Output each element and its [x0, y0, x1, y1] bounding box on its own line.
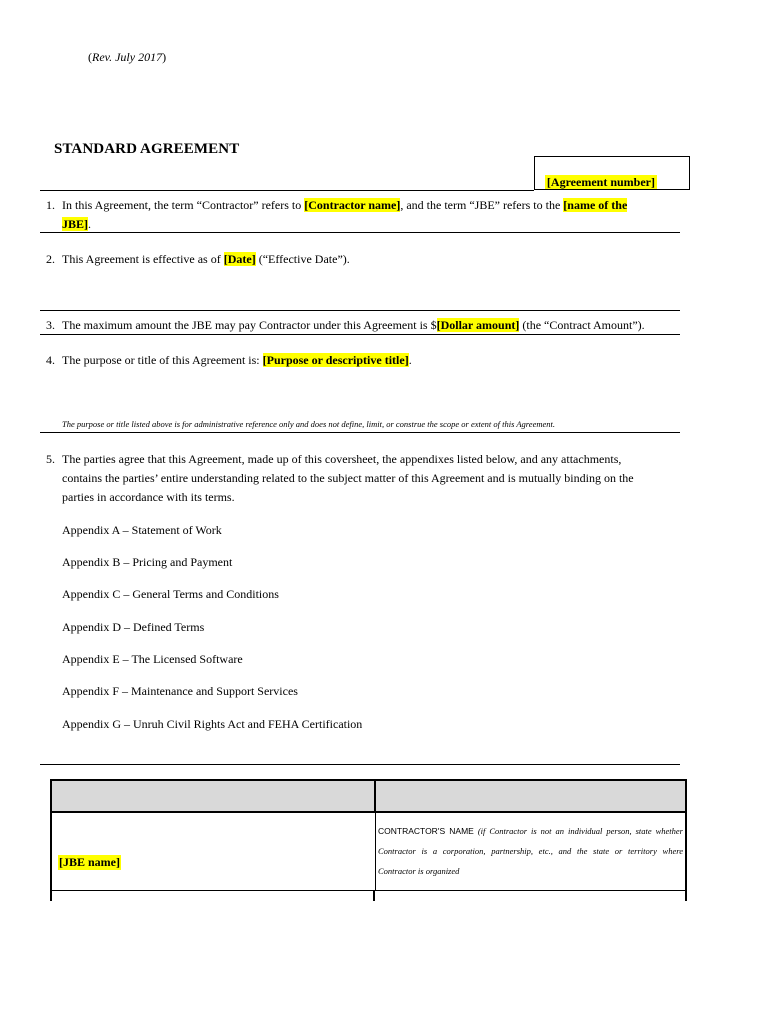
appendix-a: Appendix A – Statement of Work [62, 523, 222, 537]
revision-date: Rev. July 2017 [92, 50, 163, 64]
divider [40, 310, 680, 311]
table-header-left [52, 781, 376, 813]
purpose-disclaimer: The purpose or title listed above is for administrative reference only and does not define, limit, or construe the scope or extent of this Agreement. [62, 419, 555, 429]
jbe-name-field-part1[interactable]: [name of the [563, 198, 628, 212]
divider [40, 190, 534, 191]
divider [40, 764, 680, 765]
table-edge [373, 891, 375, 901]
purpose-title-field[interactable]: [Purpose or descriptive title] [262, 353, 409, 367]
appendix-e: Appendix E – The Licensed Software [62, 652, 243, 666]
contractor-cell[interactable] [376, 813, 685, 891]
dollar-amount-field[interactable]: [Dollar amount] [436, 318, 520, 332]
clause-3: 3. The maximum amount the JBE may pay Contractor under this Agreement is $[Dollar amount] (the “Contract Amount”). [46, 318, 645, 332]
document-title: STANDARD AGREEMENT [54, 141, 240, 157]
table-edge [685, 891, 687, 901]
contractor-name-label: CONTRACTOR'S NAME (if Contractor is not an individual person, state whether Contractor is a corporation, partnership, etc., and the state or territory where Contractor is organized [378, 826, 683, 876]
appendix-f: Appendix F – Maintenance and Support Services [62, 684, 298, 698]
jbe-name-field-part2[interactable]: JBE] [62, 217, 89, 231]
divider [40, 432, 680, 433]
table-header-right [376, 781, 685, 813]
agreement-number-field[interactable]: [Agreement number] [546, 175, 655, 189]
revision-note: (Rev. July 2017) [88, 50, 167, 64]
contractor-name-field[interactable]: [Contractor name] [304, 198, 401, 212]
appendix-b: Appendix B – Pricing and Payment [62, 555, 233, 569]
agreement-number-box[interactable] [534, 156, 690, 190]
divider [40, 334, 680, 335]
jbe-name-field[interactable]: [JBE name] [59, 855, 120, 869]
clause-2: 2. This Agreement is effective as of [Date] (“Effective Date”). [46, 252, 350, 266]
clause-5: 5. The parties agree that this Agreement, made up of this coversheet, the appendixes listed below, and any attachments, contains the parties’ entire understanding related to the subject matter of this Agreement and is mutually binding on the parties in accordance with its terms. [46, 452, 634, 504]
divider [40, 232, 680, 233]
jbe-cell [52, 813, 376, 891]
appendix-g: Appendix G – Unruh Civil Rights Act and FEHA Certification [62, 717, 363, 731]
appendix-d: Appendix D – Defined Terms [62, 620, 205, 634]
appendix-c: Appendix C – General Terms and Conditions [62, 587, 279, 601]
effective-date-field[interactable]: [Date] [223, 252, 256, 266]
clause-1: 1. In this Agreement, the term “Contractor” refers to [Contractor name], and the term “JBE” refers to the [name of the JBE]. [46, 198, 628, 231]
signature-table [50, 779, 687, 891]
table-edge [50, 891, 52, 901]
clause-4: 4. The purpose or title of this Agreement is: [Purpose or descriptive title]. [46, 353, 412, 367]
